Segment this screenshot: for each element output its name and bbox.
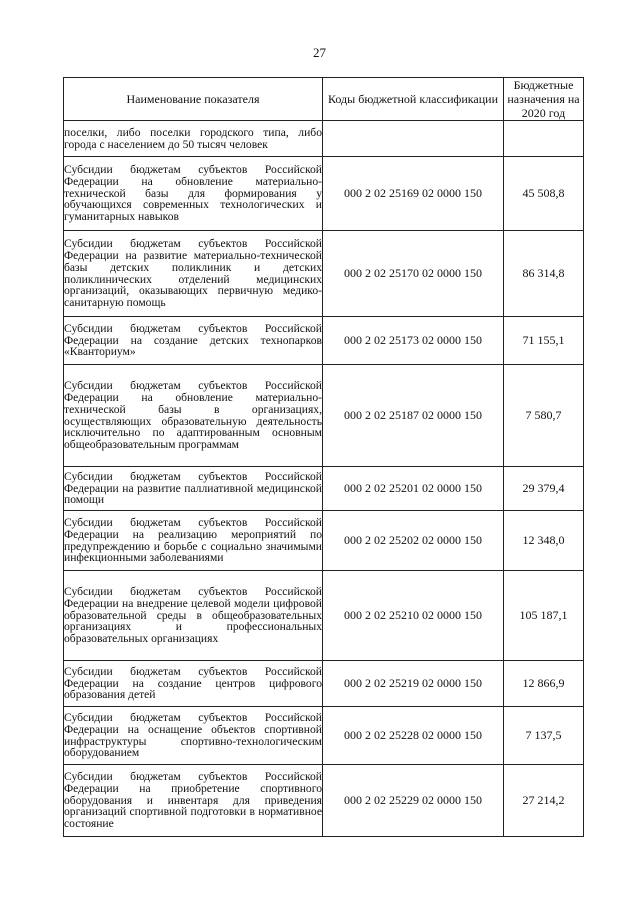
budget-amount-cell: 27 214,2 [504, 765, 584, 837]
table-row [64, 467, 584, 511]
budget-code-cell: 000 2 02 25219 02 0000 150 [323, 661, 504, 707]
budget-amount-cell: 7 580,7 [504, 365, 584, 467]
table-row [64, 231, 584, 317]
indicator-name-cell: Субсидии бюджетам субъектов Российской Федерации на обновление материально-технической базы в организациях, осуществляющих образовательную деятельность исключительно по адаптированным основным общеобразовательным программам [64, 365, 323, 467]
budget-amount-cell: 12 348,0 [504, 511, 584, 571]
page-number: 27 [313, 45, 326, 60]
table-row [64, 157, 584, 231]
table-row [64, 121, 584, 157]
indicator-name-cell: Субсидии бюджетам субъектов Российской Федерации на развитие материально-технической базы детских поликлиник и детских поликлинических отделений медицинских организаций, оказывающих первичную медико-санитарную помощь [64, 231, 323, 317]
budget-code-cell: 000 2 02 25210 02 0000 150 [323, 571, 504, 661]
budget-code-cell: 000 2 02 25201 02 0000 150 [323, 467, 504, 511]
table-row [64, 571, 584, 661]
budget-amount-cell [504, 121, 584, 157]
table-row [64, 317, 584, 365]
budget-table [63, 77, 584, 837]
budget-amount-cell: 12 866,9 [504, 661, 584, 707]
header-budget-amount: Бюджетные назначения на 2020 год [504, 78, 584, 121]
table-row [64, 661, 584, 707]
table-row [64, 511, 584, 571]
budget-amount-cell: 86 314,8 [504, 231, 584, 317]
budget-code-cell: 000 2 02 25173 02 0000 150 [323, 317, 504, 365]
table-row [64, 707, 584, 765]
indicator-name-cell: Субсидии бюджетам субъектов Российской Федерации на приобретение спортивного оборудования и инвентаря для приведения организаций спортивной подготовки в нормативное состояние [64, 765, 323, 837]
indicator-name-cell: Субсидии бюджетам субъектов Российской Федерации на внедрение целевой модели цифровой образовательной среды в общеобразовательных организациях и профессиональных образовательных организациях [64, 571, 323, 661]
indicator-name-cell: Субсидии бюджетам субъектов Российской Федерации на реализацию мероприятий по предупреждению и борьбе с социально значимыми инфекционными заболеваниями [64, 511, 323, 571]
indicator-name-cell: Субсидии бюджетам субъектов Российской Федерации на создание детских технопарков «Кванториум» [64, 317, 323, 365]
indicator-name-cell: Субсидии бюджетам субъектов Российской Федерации на создание центров цифрового образования детей [64, 661, 323, 707]
budget-amount-cell: 105 187,1 [504, 571, 584, 661]
table-row [64, 365, 584, 467]
table-header-row [64, 78, 584, 121]
budget-code-cell: 000 2 02 25187 02 0000 150 [323, 365, 504, 467]
budget-code-cell: 000 2 02 25170 02 0000 150 [323, 231, 504, 317]
header-indicator-name: Наименование показателя [64, 78, 323, 121]
budget-amount-cell: 7 137,5 [504, 707, 584, 765]
budget-code-cell: 000 2 02 25202 02 0000 150 [323, 511, 504, 571]
budget-code-cell [323, 121, 504, 157]
budget-code-cell: 000 2 02 25169 02 0000 150 [323, 157, 504, 231]
indicator-name-cell: поселки, либо поселки городского типа, либо города с населением до 50 тысяч человек [64, 121, 323, 157]
indicator-name-cell: Субсидии бюджетам субъектов Российской Федерации на обновление материально-технической базы для формирования у обучающихся современных технологических и гуманитарных навыков [64, 157, 323, 231]
budget-amount-cell: 29 379,4 [504, 467, 584, 511]
budget-amount-cell: 71 155,1 [504, 317, 584, 365]
header-budget-code: Коды бюджетной классификации [323, 78, 504, 121]
budget-code-cell: 000 2 02 25229 02 0000 150 [323, 765, 504, 837]
budget-code-cell: 000 2 02 25228 02 0000 150 [323, 707, 504, 765]
indicator-name-cell: Субсидии бюджетам субъектов Российской Федерации на развитие паллиативной медицинской помощи [64, 467, 323, 511]
indicator-name-cell: Субсидии бюджетам субъектов Российской Федерации на оснащение объектов спортивной инфраструктуры спортивно-технологическим оборудованием [64, 707, 323, 765]
budget-amount-cell: 45 508,8 [504, 157, 584, 231]
table-row [64, 765, 584, 837]
